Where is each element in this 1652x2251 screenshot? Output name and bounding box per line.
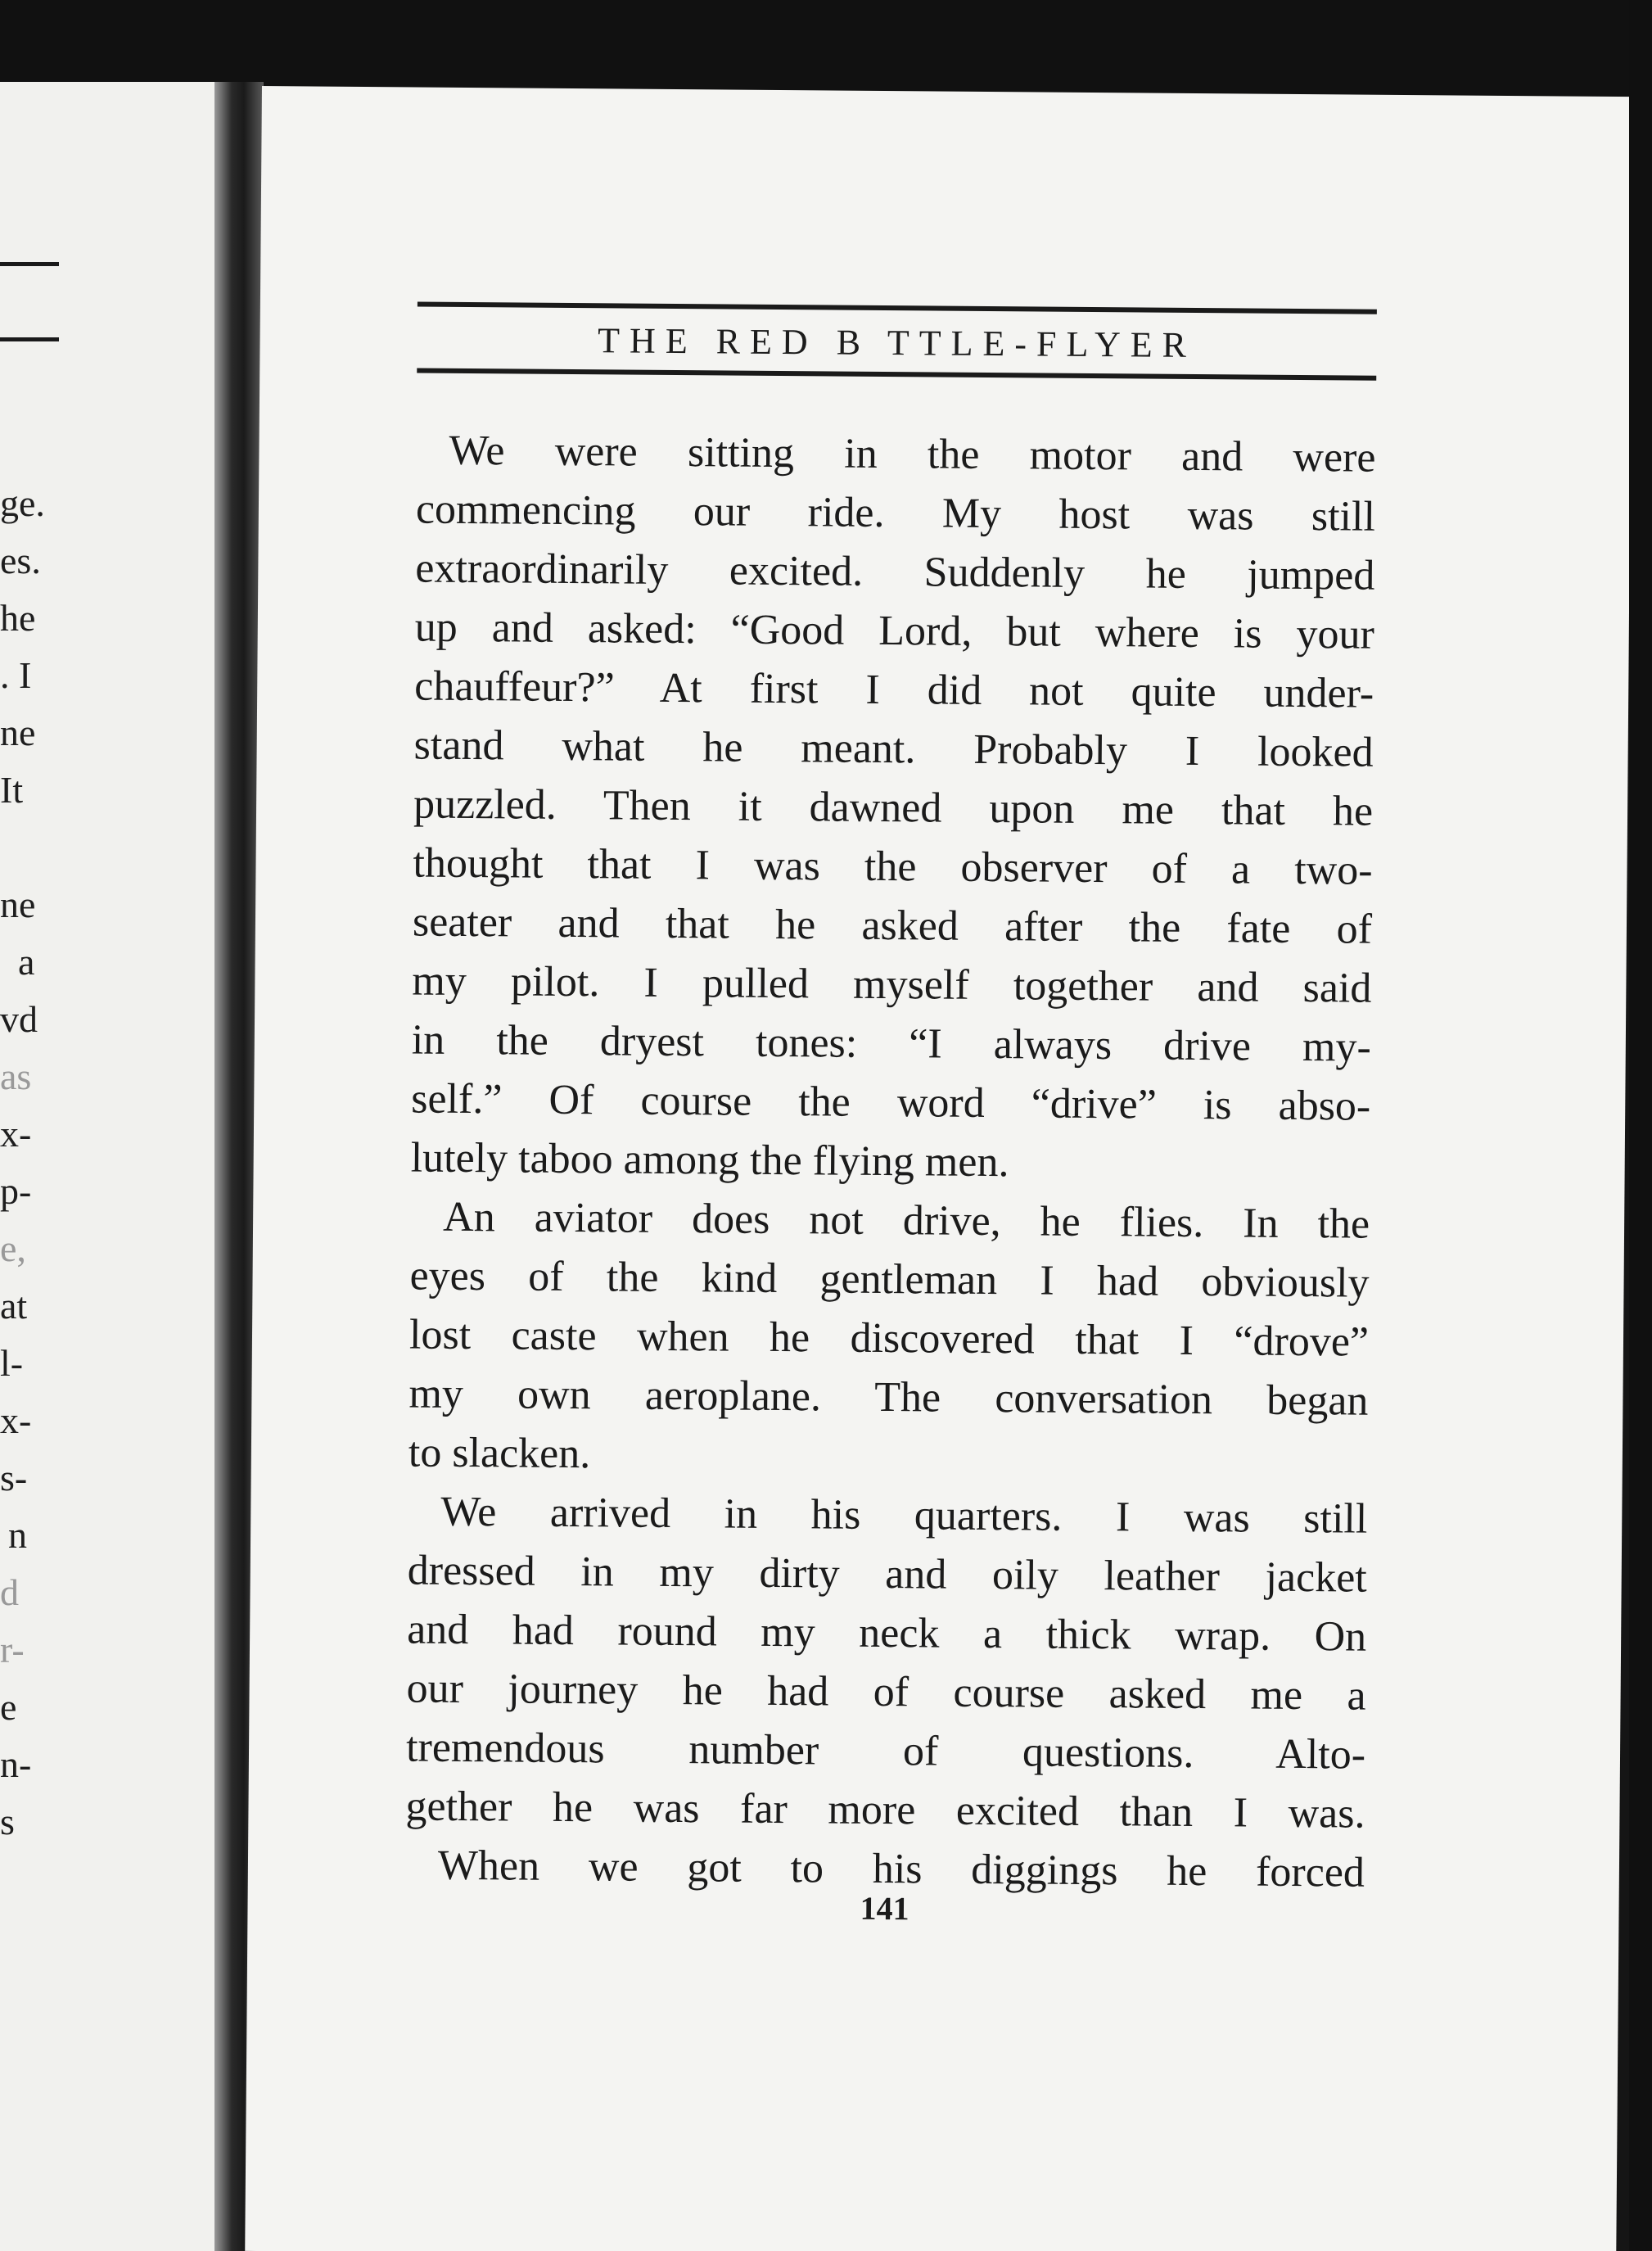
text-line: thought that I was the observer of a two- — [413, 839, 1373, 894]
running-title: THE RED B TTLE-FLYER — [597, 320, 1197, 365]
text-line: We arrived in his quarters. I was still — [440, 1488, 1368, 1543]
facing-fragment: n — [8, 1514, 27, 1556]
text-line: my own aeroplane. The conversation began — [408, 1370, 1369, 1425]
text-line: tremendous number of questions. Alto- — [405, 1724, 1366, 1779]
text-line: chauffeur?” At first I did not quite under- — [414, 662, 1374, 717]
facing-fragment: as — [0, 1055, 32, 1097]
text-line: our journey he had of course asked me a — [406, 1665, 1366, 1720]
scanner-right-edge — [1629, 0, 1652, 2251]
text-line: and had round my neck a thick wrap. On — [406, 1606, 1367, 1661]
text-line: lost caste when he discovered that I “drove” — [408, 1311, 1370, 1366]
text-line: lutely taboo among the flying men. — [410, 1134, 1009, 1187]
running-header — [417, 301, 1377, 380]
text-line: commencing our ride. My host was still — [415, 486, 1376, 540]
facing-fragment: at — [0, 1285, 28, 1327]
facing-fragment: s — [0, 1801, 15, 1842]
facing-page-left — [0, 82, 229, 2251]
text-line: gether he was far more excited than I was. — [405, 1783, 1365, 1837]
body-text — [405, 421, 1376, 1902]
facing-fragment: It — [0, 769, 24, 811]
facing-fragment: ne — [0, 884, 36, 925]
facing-fragment: x- — [0, 1399, 32, 1441]
text-line: in the dryest tones: “I always drive my- — [411, 1016, 1372, 1071]
facing-fragment: vd — [0, 998, 38, 1040]
text-line: puzzled. Then it dawned upon me that he — [413, 780, 1374, 835]
text-line: seater and that he asked after the fate of — [412, 898, 1373, 953]
facing-fragment: l- — [0, 1342, 24, 1384]
facing-fragment: d — [0, 1571, 19, 1613]
facing-fragment: . I — [0, 654, 32, 696]
facing-fragment: r- — [0, 1629, 25, 1670]
facing-fragment: ge. — [0, 482, 45, 524]
text-line: self.” Of course the word “drive” is abso- — [411, 1075, 1371, 1130]
text-line: up and asked: “Good Lord, but where is your — [414, 603, 1375, 658]
book-page — [245, 86, 1633, 2251]
text-line: my pilot. I pulled myself together and said — [412, 957, 1372, 1012]
facing-fragment: he — [0, 597, 36, 639]
facing-gap — [0, 819, 74, 876]
facing-page-rule-top — [0, 262, 59, 266]
facing-fragment: n- — [0, 1743, 32, 1785]
facing-page-rule-bottom — [0, 337, 59, 341]
facing-fragment: ne — [0, 712, 36, 753]
facing-fragment: s- — [0, 1457, 28, 1498]
facing-page-text-fragments — [0, 475, 74, 1851]
text-line: We were sitting in the motor and were — [449, 427, 1376, 481]
text-line: When we got to his diggings he forced — [437, 1842, 1365, 1896]
facing-fragment: a — [18, 941, 35, 983]
facing-fragment: x- — [0, 1113, 32, 1155]
text-line: stand what he meant. Probably I looked — [413, 721, 1374, 776]
facing-fragment: e, — [0, 1227, 26, 1269]
text-line: dressed in my dirty and oily leather jacket — [407, 1547, 1367, 1602]
text-line: extraordinarily excited. Suddenly he jumped — [415, 545, 1375, 599]
facing-fragment: es. — [0, 540, 41, 581]
text-line: to slacken. — [408, 1429, 591, 1478]
facing-fragment: e — [0, 1686, 17, 1728]
text-line: eyes of the kind gentleman I had obviously — [409, 1252, 1370, 1307]
page-number: 141 — [860, 1889, 910, 1928]
facing-fragment: p- — [0, 1170, 32, 1212]
text-line: An aviator does not drive, he flies. In the — [442, 1193, 1370, 1248]
